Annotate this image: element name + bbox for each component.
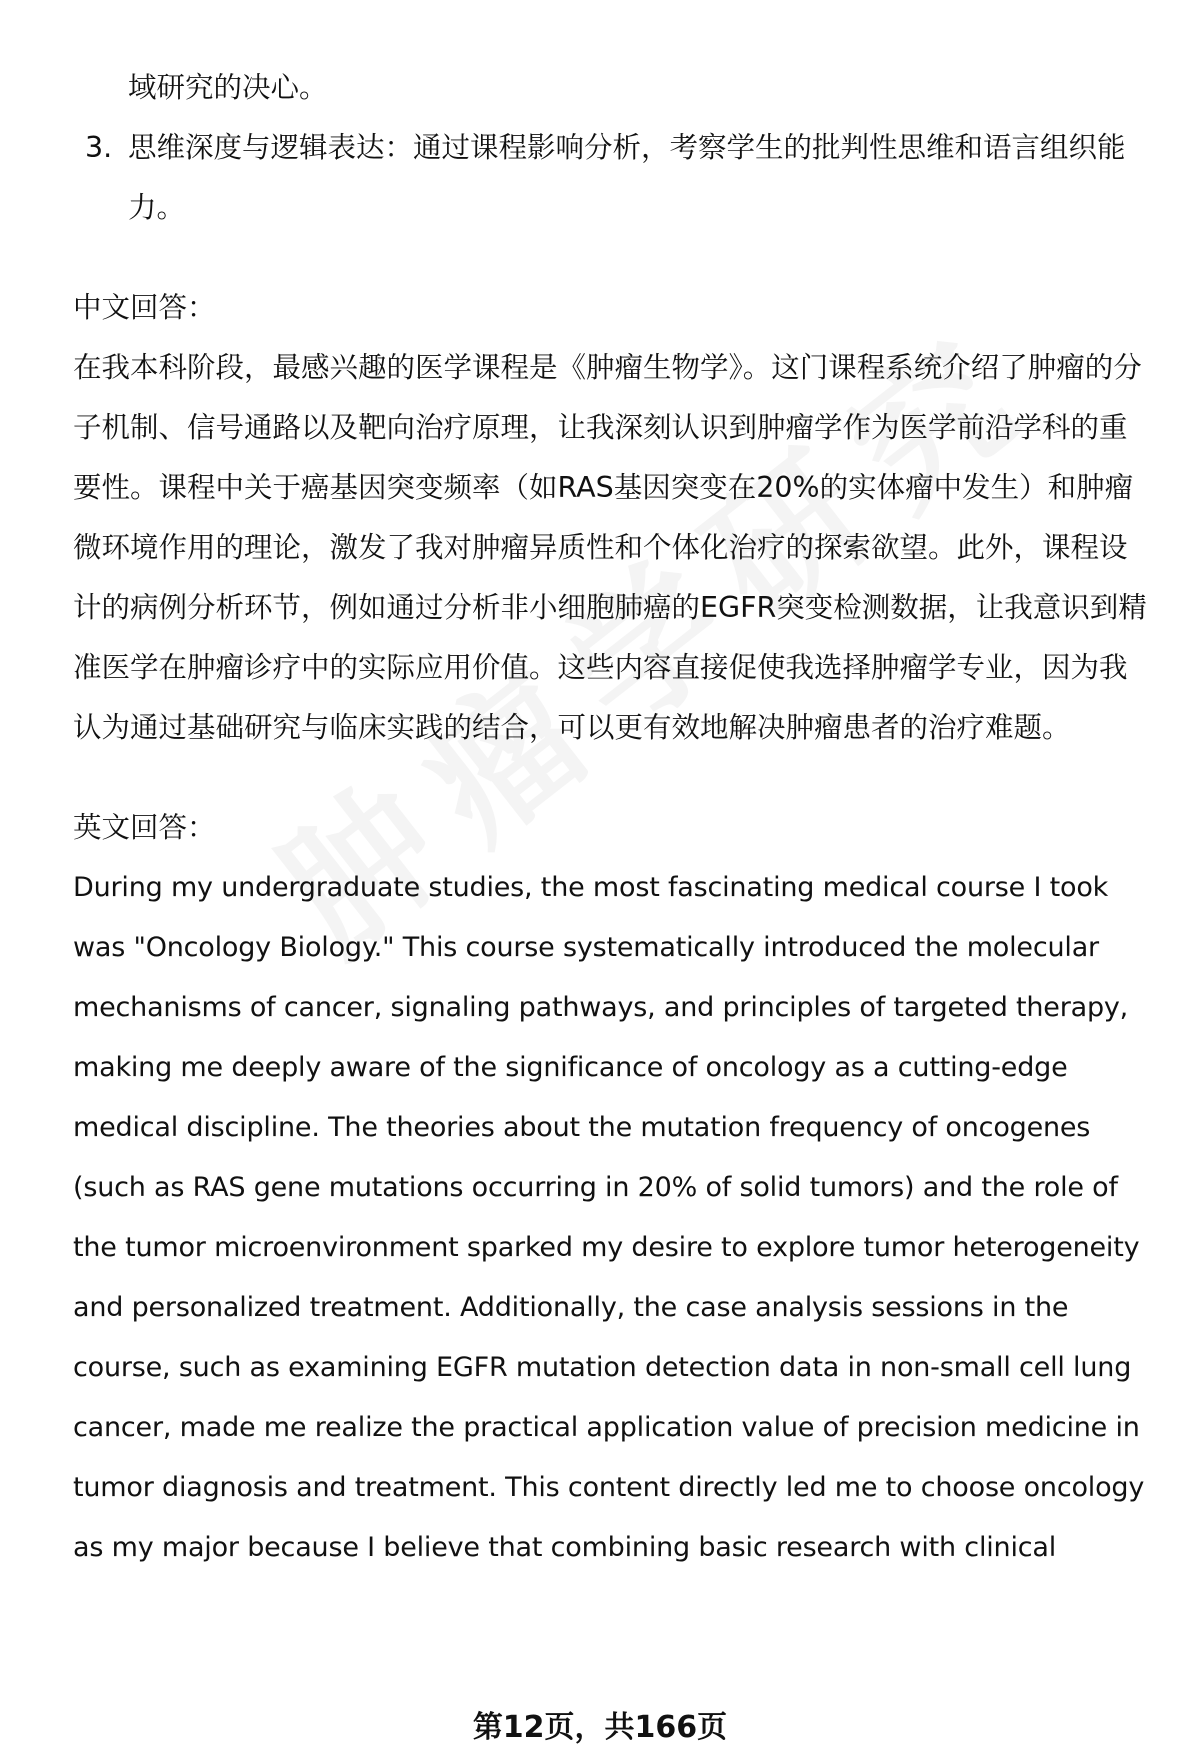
list-item-3 <box>73 118 1153 238</box>
chinese-answer-body: 在我本科阶段，最感兴趣的医学课程是《肿瘤生物学》。这门课程系统介绍了肿瘤的分子机制、信号通路以及靶向治疗原理，让我深刻认识到肿瘤学作为医学前沿学科的重要性。课程中关于癌基因突变频率（如RAS基因突变在20%的实体瘤中发生）和肿瘤微环境作用的理论，激发了我对肿瘤异质性和个体化治疗的探索欲望。此外，课程设计的病例分析环节，例如通过分析非小细胞肺癌的EGFR突变检测数据，让我意识到精准医学在肿瘤诊疗中的实际应用价值。这些内容直接促使我选择肿瘤学专业，因为我认为通过基础研究与临床实践的结合，可以更有效地解决肿瘤患者的治疗难题。 <box>73 351 1147 744</box>
english-answer-heading: 英文回答： <box>73 811 216 844</box>
english-answer-body: During my undergraduate studies, the most fascinating medical course I took was "Oncology Biology." This course systematically introduced the molecular mechanisms of cancer, signaling pathways, and principles of targeted therapy, making me deeply aware of the significance of oncology as a cutting-edge medical discipline. The theories about the mutation frequency of oncogenes (such as RAS gene mutations occurring in 20% of solid tumors) and the role of the tumor microenvironment sparked my desire to explore tumor heterogeneity and personalized treatment. Additionally, the case analysis sessions in the course, such as examining EGFR mutation detection data in non-small cell lung cancer, made me realize the practical application value of precision medicine in tumor diagnosis and treatment. This content directly led me to choose oncology as my major because I believe that combining basic research with clinical <box>73 872 1145 1563</box>
chinese-answer-heading: 中文回答： <box>73 291 216 324</box>
list-text: 思维深度与逻辑表达：通过课程影响分析，考察学生的批判性思维和语言组织能力。 <box>128 131 1126 224</box>
page-content <box>73 58 1153 1578</box>
page-number-footer: 第12页，共166页 <box>472 1710 728 1745</box>
list-number: 3. <box>85 131 113 164</box>
continuation-line: 域研究的决心。 <box>128 71 328 104</box>
